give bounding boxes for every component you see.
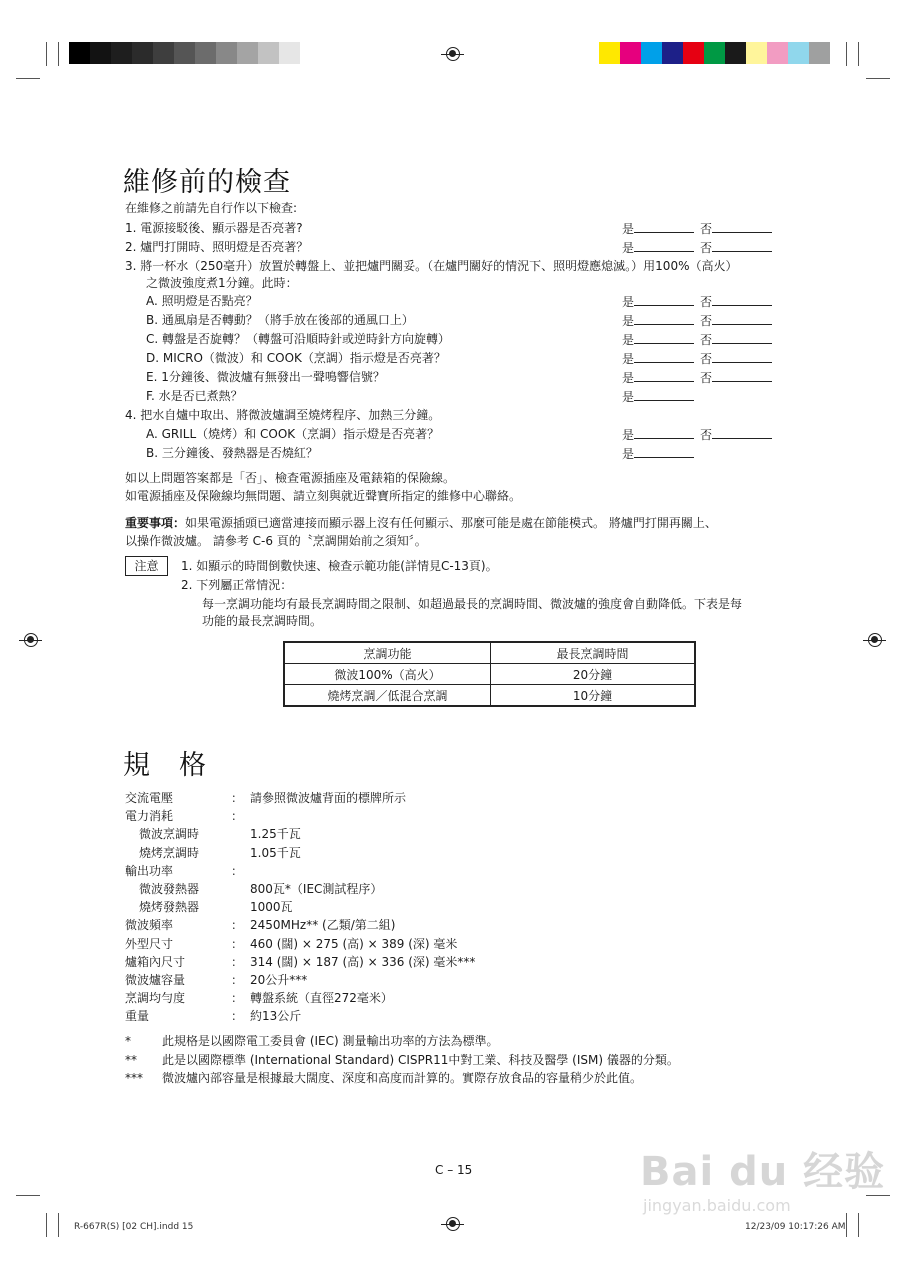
no-label: 否: [700, 241, 713, 255]
spec-colon: ：: [231, 936, 244, 951]
registration-mark-icon: [868, 633, 882, 647]
yes-blank[interactable]: [634, 238, 694, 252]
spec-colon: ：: [231, 1009, 244, 1024]
check-item-2: 2. 爐門打開時、照明燈是否亮著？: [125, 240, 309, 254]
no-blank[interactable]: [712, 330, 772, 344]
answer-field[interactable]: [622, 292, 778, 311]
no-blank[interactable]: [712, 292, 772, 306]
answer-field[interactable]: [622, 330, 778, 349]
important-note-cont: 以操作微波爐。 請參考 C-6 頁的〝烹調開始前之須知〞。: [125, 534, 427, 548]
spec-colon: ：: [231, 973, 244, 987]
watermark-logo: Bai du 经验: [640, 1149, 886, 1195]
spec-label: 電力消耗: [125, 809, 174, 824]
yes-blank[interactable]: [634, 330, 694, 344]
check-item-4a: A. GRILL（燒烤）和 COOK（烹調）指示燈是否亮著？: [146, 427, 440, 441]
spec-colon: ：: [231, 863, 244, 878]
spec-value: 約13公斤: [250, 1009, 302, 1024]
table-cell: 20分鐘: [491, 664, 696, 685]
after-check-line-1: 如以上問題答案都是「否」、檢查電源插座及電錶箱的保險線。: [125, 471, 456, 485]
answer-field[interactable]: [622, 238, 778, 257]
gray-color-bar: [69, 42, 300, 64]
crop-mark: [46, 42, 47, 66]
table-header: 最長烹調時間: [491, 642, 696, 664]
color-swatch: [216, 42, 237, 64]
footnote-mark: **: [125, 1052, 137, 1067]
spec-colon: ：: [231, 954, 244, 969]
spec-value: 1000瓦: [250, 900, 293, 915]
color-swatch: [767, 42, 788, 64]
no-blank[interactable]: [712, 219, 772, 233]
no-blank[interactable]: [712, 368, 772, 382]
watermark-url: jingyan.baidu.com: [643, 1196, 791, 1215]
print-timestamp: 12/23/09 10:17:26 AM: [745, 1222, 846, 1232]
yes-blank[interactable]: [634, 387, 694, 401]
check-intro: 在維修之前請先自行作以下檢查:: [125, 201, 298, 215]
crop-mark: [866, 78, 890, 79]
check-item-3f: F. 水是否已煮熱？: [146, 389, 243, 403]
spec-label: 外型尺寸: [125, 936, 174, 951]
note-item-2: 2. 下列屬正常情況：: [181, 578, 293, 592]
color-swatch: [620, 42, 641, 64]
no-blank[interactable]: [712, 238, 772, 252]
no-label: 否: [700, 333, 713, 347]
spec-label: 爐箱內尺寸: [125, 954, 186, 969]
color-swatch: [725, 42, 746, 64]
file-name: R-667R(S) [02 CH].indd 15: [74, 1222, 194, 1232]
note-item-1: 1. 如顯示的時間倒數快速、檢查示範功能(詳情見C-13頁)。: [181, 559, 498, 573]
color-swatch: [788, 42, 809, 64]
yes-label: 是: [622, 314, 635, 328]
answer-field[interactable]: [622, 219, 778, 238]
answer-field[interactable]: [622, 387, 700, 406]
check-title: 維修前的檢查: [123, 167, 291, 198]
crop-mark: [16, 1195, 40, 1196]
color-swatch: [704, 42, 725, 64]
important-note: [125, 514, 717, 532]
spec-label: 微波烹調時: [139, 827, 200, 842]
footnote-text: 此規格是以國際電工委員會 (IEC) 測量輸出功率的方法為標準。: [162, 1034, 499, 1048]
spec-colon: ：: [231, 809, 244, 824]
note-item-2-text: 每一烹調功能均有最長烹調時間之限制、如超過最長的烹調時間、微波爐的強度會自動降低。下表是每: [202, 597, 743, 611]
important-label: 重要事項：: [125, 516, 186, 530]
table-cell: 微波100%（高火）: [284, 664, 491, 685]
spec-label: 微波發熱器: [139, 882, 200, 896]
color-swatch: [174, 42, 195, 64]
spec-value: 20公升***: [250, 973, 308, 987]
color-swatch: [279, 42, 300, 64]
yes-blank[interactable]: [634, 219, 694, 233]
crop-mark: [846, 42, 847, 66]
footnote-mark: ***: [125, 1071, 143, 1085]
spec-value: 1.25千瓦: [250, 827, 301, 842]
answer-field[interactable]: [622, 349, 778, 368]
spec-value: 314 (闊) × 187 (高) × 336 (深) 毫米***: [250, 954, 476, 969]
yes-label: 是: [622, 295, 635, 309]
yes-blank[interactable]: [634, 311, 694, 325]
table-cell: 燒烤烹調／低混合烹調: [284, 685, 491, 707]
crop-mark: [846, 1213, 847, 1237]
no-blank[interactable]: [712, 349, 772, 363]
table-header-row: [284, 642, 695, 664]
crop-mark: [58, 1213, 59, 1237]
color-swatch: [90, 42, 111, 64]
no-label: 否: [700, 352, 713, 366]
check-item-3c: C. 轉盤是否旋轉？（轉盤可沿順時針或逆時針方向旋轉）: [146, 332, 451, 346]
registration-mark-icon: [24, 633, 38, 647]
yes-label: 是: [622, 371, 635, 385]
no-label: 否: [700, 428, 713, 442]
check-item-3-cont: 之微波強度煮1分鐘。此時：: [146, 276, 298, 290]
yes-label: 是: [622, 390, 635, 404]
spec-value: 轉盤系統（直徑272毫米）: [250, 991, 393, 1006]
color-swatch: [111, 42, 132, 64]
crop-mark: [46, 1213, 47, 1237]
check-item-3b: B. 通風扇是否轉動？（將手放在後部的通風口上）: [146, 313, 414, 327]
footnote-text: 微波爐內部容量是根據最大闊度、深度和高度而計算的。實際存放食品的容量稍少於此值。: [162, 1071, 643, 1085]
table-row: [284, 664, 695, 685]
yes-label: 是: [622, 222, 635, 236]
yes-label: 是: [622, 241, 635, 255]
color-swatch: [132, 42, 153, 64]
no-label: 否: [700, 371, 713, 385]
answer-field[interactable]: [622, 425, 778, 444]
spec-label: 重量: [125, 1009, 150, 1024]
yes-blank[interactable]: [634, 349, 694, 363]
answer-field[interactable]: [622, 444, 700, 463]
yes-blank[interactable]: [634, 292, 694, 306]
registration-mark-icon: [446, 1217, 460, 1231]
check-item-3: 3. 將一杯水（250毫升）放置於轉盤上、並把爐門關妥。（在爐門關好的情況下、照明燈應熄滅。）用100%（高火）: [125, 259, 738, 273]
check-item-3e: E. 1分鐘後、微波爐有無發出一聲鳴響信號？: [146, 370, 385, 384]
yes-blank[interactable]: [634, 425, 694, 439]
yes-label: 是: [622, 333, 635, 347]
no-label: 否: [700, 222, 713, 236]
registration-mark-icon: [446, 47, 460, 61]
yes-blank[interactable]: [634, 444, 694, 458]
yes-label: 是: [622, 447, 635, 461]
footnote-mark: *: [125, 1034, 131, 1048]
table-row: [284, 685, 695, 707]
crop-mark: [858, 1213, 859, 1237]
page-number: C – 15: [435, 1163, 473, 1177]
color-swatch: [258, 42, 279, 64]
color-swatch: [195, 42, 216, 64]
important-text: 如果電源插頭已適當連接而顯示器上沒有任何顯示、那麼可能是處在節能模式。 將爐門打開再關上、: [185, 516, 717, 530]
color-swatch: [641, 42, 662, 64]
no-blank[interactable]: [712, 311, 772, 325]
check-item-3a: A. 照明燈是否點亮？: [146, 294, 258, 308]
no-label: 否: [700, 314, 713, 328]
spec-value: 請參照微波爐背面的標牌所示: [250, 791, 407, 805]
yes-label: 是: [622, 428, 635, 442]
color-swatch: [662, 42, 683, 64]
spec-label: 微波頻率: [125, 918, 174, 933]
spec-label: 烹調均勻度: [125, 991, 186, 1006]
check-item-1: 1. 電源接駁後、顯示器是否亮著?: [125, 221, 303, 235]
specs-title: 規 格: [123, 750, 207, 781]
no-label: 否: [700, 295, 713, 309]
spec-value: 800瓦*（IEC測試程序）: [250, 882, 383, 896]
spec-label: 燒烤烹調時: [139, 845, 200, 860]
spec-value: 1.05千瓦: [250, 845, 301, 860]
spec-label: 輸出功率: [125, 863, 174, 878]
crop-mark: [858, 42, 859, 66]
table-cell: 10分鐘: [491, 685, 696, 707]
table-header: 烹調功能: [284, 642, 491, 664]
check-item-3d: D. MICRO（微波）和 COOK（烹調）指示燈是否亮著？: [146, 351, 446, 365]
note-label-box: 注意: [125, 556, 168, 576]
after-check-line-2: 如電源插座及保險線均無問題、請立刻與就近聲寶所指定的維修中心聯絡。: [125, 489, 522, 503]
yes-blank[interactable]: [634, 368, 694, 382]
color-swatch: [746, 42, 767, 64]
spec-label: 微波爐容量: [125, 973, 186, 987]
color-swatch: [599, 42, 620, 64]
color-swatch: [69, 42, 90, 64]
color-swatch: [809, 42, 830, 64]
spec-value: 460 (闊) × 275 (高) × 389 (深) 毫米: [250, 936, 458, 951]
crop-mark: [16, 78, 40, 79]
note-item-2-text-cont: 功能的最長烹調時間。: [202, 614, 323, 628]
check-item-4: 4. 把水自爐中取出、將微波爐調至燒烤程序、加熱三分鐘。: [125, 408, 441, 422]
spec-label: 交流電壓: [125, 791, 174, 805]
spec-colon: ：: [231, 791, 244, 805]
crop-mark: [58, 42, 59, 66]
no-blank[interactable]: [712, 425, 772, 439]
process-color-bar: [599, 42, 830, 64]
color-swatch: [153, 42, 174, 64]
spec-value: 2450MHz** (乙類/第二組): [250, 918, 396, 933]
spec-colon: ：: [231, 918, 244, 933]
check-item-4b: B. 三分鐘後、發熱器是否燒紅？: [146, 446, 318, 460]
spec-colon: ：: [231, 991, 244, 1006]
yes-label: 是: [622, 352, 635, 366]
max-cook-time-table: [283, 641, 696, 707]
color-swatch: [683, 42, 704, 64]
answer-field[interactable]: [622, 311, 778, 330]
spec-label: 燒烤發熱器: [139, 900, 200, 915]
footnote-text: 此是以國際標準 (International Standard) CISPR11中對工業、科技及醫學 (ISM) 儀器的分類。: [162, 1052, 679, 1067]
answer-field[interactable]: [622, 368, 778, 387]
color-swatch: [237, 42, 258, 64]
